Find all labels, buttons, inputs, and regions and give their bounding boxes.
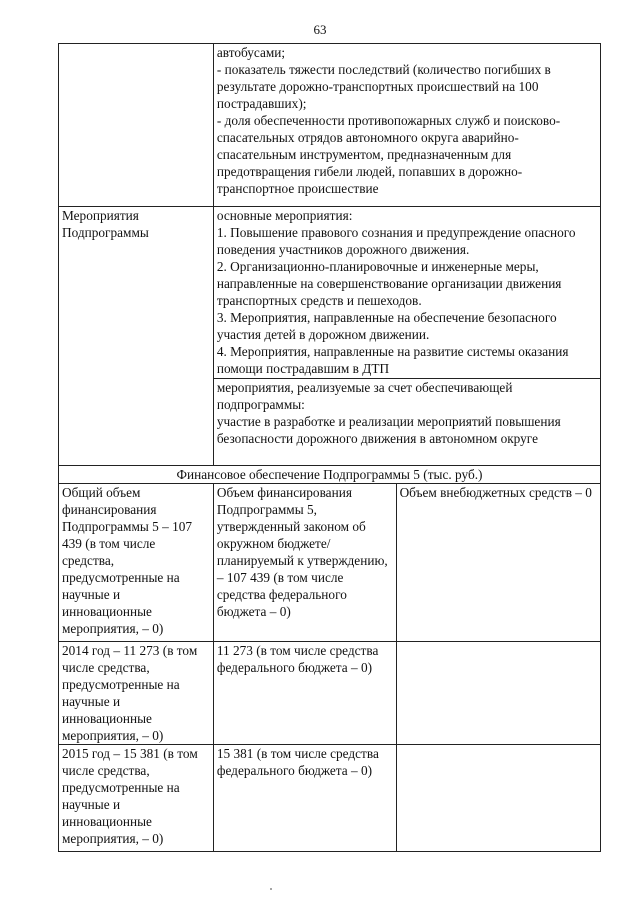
financing-header-row: [59, 466, 601, 484]
page-number: 63: [313, 22, 327, 37]
activities-main-cell: [213, 207, 600, 379]
financing-header: Финансовое обеспечение Подпрограммы 5 (тыс. руб.): [59, 466, 601, 484]
supporting-line: мероприятия, реализуемые за счет обеспечивающей подпрограммы:: [216, 380, 513, 412]
indicator-line: - показатель тяжести последствий (количество погибших в результате дорожно-транспортных происшествий на 100 пострадавших);: [216, 62, 551, 111]
year-budget-cell: 11 273 (в том числе средства федерального бюджета – 0): [213, 642, 396, 745]
passport-table: [58, 43, 601, 852]
activities-main-row: [59, 207, 601, 379]
activities-supporting-cell: [213, 379, 600, 466]
year-budget-cell: 15 381 (в том числе средства федерального бюджета – 0): [213, 745, 396, 852]
year-extra-cell: [396, 642, 600, 745]
activity-line: 3. Мероприятия, направленные на обеспечение безопасного участия детей в дорожном движении.: [216, 310, 557, 342]
activity-line: 2. Организационно-планировочные и инженерные меры, направленные на совершенствование организации движения транспортных средств и пешеходов.: [216, 259, 562, 308]
year-extra-cell: [396, 745, 600, 852]
financing-total-cell: Общий объем финансирования Подпрограммы 5 – 107 439 (в том числе средства, предусмотренные на научные и инновационные мероприятия, – 0): [59, 484, 214, 642]
activity-line: 4. Мероприятия, направленные на развитие системы оказания помощи пострадавшим в ДТП: [216, 344, 569, 376]
activities-label-cell: Мероприятия Подпрограммы: [59, 207, 214, 466]
scan-speck: [270, 888, 272, 890]
financing-budget-cell: Объем финансирования Подпрограммы 5, утвержденный законом об окружном бюджете/планируемый к утверждению, – 107 439 (в том числе средства федерального бюджета – 0): [213, 484, 396, 642]
indicators-label-cell: [59, 44, 214, 207]
indicators-row: [59, 44, 601, 207]
financing-year-row: [59, 642, 601, 745]
indicator-line: - доля обеспеченности противопожарных служб и поисково-спасательных отрядов автономного округа аварийно-спасательным инструментом, предназначенным для предотвращения гибели людей, попавших в дорожно-транспортное происшествие: [216, 113, 561, 196]
indicators-content-cell: [213, 44, 600, 207]
activity-line: основные мероприятия:: [216, 208, 353, 223]
financing-total-row: [59, 484, 601, 642]
year-label-cell: 2014 год – 11 273 (в том числе средства, предусмотренные на научные и инновационные мероприятия, – 0): [59, 642, 214, 745]
supporting-line: участие в разработке и реализации мероприятий повышения безопасности дорожного движения в автономном округе: [216, 414, 561, 446]
indicator-line: автобусами;: [216, 45, 286, 60]
financing-year-row: [59, 745, 601, 852]
activity-line: 1. Повышение правового сознания и предупреждение опасного поведения участников дорожного движения.: [216, 225, 576, 257]
year-label-cell: 2015 год – 15 381 (в том числе средства, предусмотренные на научные и инновационные мероприятия, – 0): [59, 745, 214, 852]
financing-extrabudgetary-cell: Объем внебюджетных средств – 0: [396, 484, 600, 642]
